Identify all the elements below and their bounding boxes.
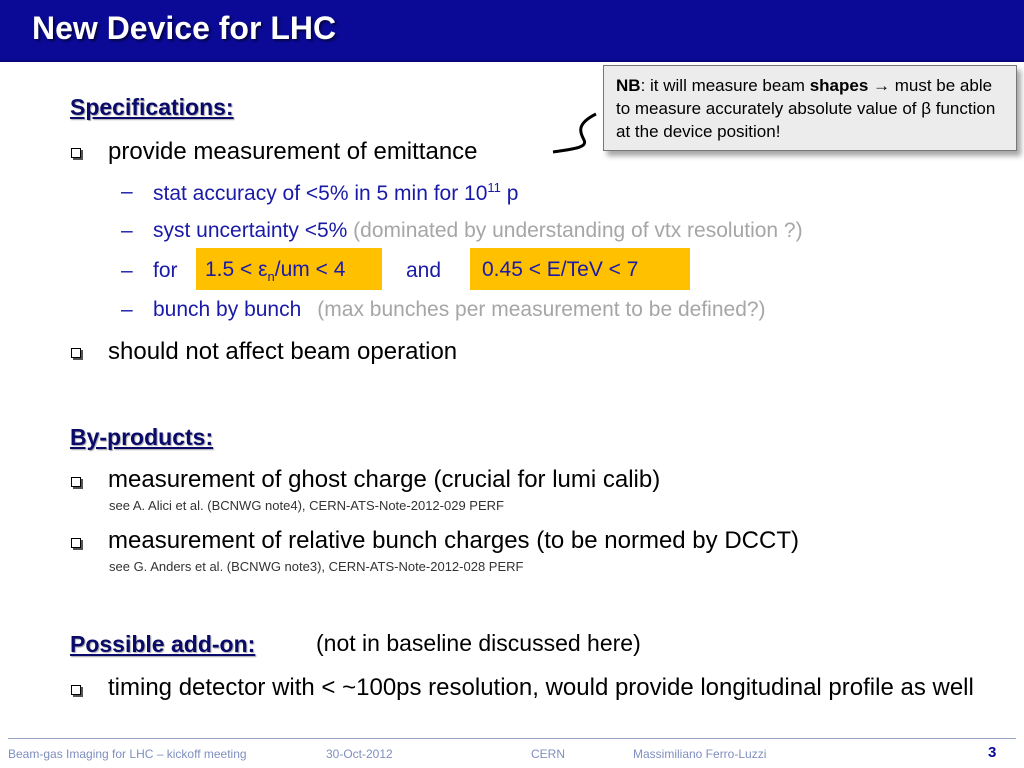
nb-beta-symbol: β [921, 99, 932, 118]
footer-divider [8, 738, 1016, 739]
addon-item-timing-detector: timing detector with < ~100ps resolution, would provide longitudinal profile as well [108, 674, 974, 701]
square-bullet-icon [71, 148, 81, 158]
syst-uncertainty-note: (dominated by understanding of vtx resolution ?) [347, 219, 803, 242]
nb-text-1: : it will measure beam [640, 76, 810, 95]
emittance-range-text-a: 1.5 < [205, 258, 259, 281]
dash-bullet-icon: – [121, 298, 133, 321]
addon-aside: (not in baseline discussed here) [316, 630, 641, 656]
footer-meeting: Beam-gas Imaging for LHC – kickoff meeting [8, 747, 247, 761]
emittance-range-highlight [196, 248, 382, 290]
slide-title: New Device for LHC [32, 10, 337, 46]
byproduct-item-ghost-charge: measurement of ghost charge (crucial for lumi calib) [108, 466, 661, 493]
spec-sub-and-label: and [406, 259, 442, 282]
energy-range-highlight: 0.45 < E/TeV < 7 [470, 248, 690, 290]
nb-text-2: → must be able to measure accurately absolute value of [616, 76, 993, 118]
spec-item-beam-operation: should not affect beam operation [108, 338, 458, 365]
nb-bold-shapes: shapes [809, 76, 869, 95]
dash-bullet-icon: – [121, 259, 133, 282]
bunch-by-bunch-text: bunch by bunch [153, 298, 302, 321]
nb-callout-box [603, 65, 1017, 151]
spec-sub-bunch-by-bunch [153, 298, 766, 322]
footer-date: 30-Oct-2012 [326, 747, 393, 761]
title-bar [0, 0, 1024, 60]
footer-org: CERN [531, 747, 566, 761]
square-bullet-icon [71, 477, 81, 487]
addon-heading: Possible add-on: [70, 631, 256, 657]
square-bullet-icon [71, 538, 81, 548]
specifications-heading: Specifications: [70, 94, 234, 120]
emittance-range-text-b: /um < 4 [274, 258, 346, 281]
stat-accuracy-exponent: 11 [487, 180, 501, 195]
byproduct-ref-note4: see A. Alici et al. (BCNWG note4), CERN-ATS-Note-2012-029 PERF [109, 498, 504, 513]
spec-sub-for-label: for [153, 259, 178, 282]
spec-item-emittance: provide measurement of emittance [108, 138, 478, 165]
bunch-by-bunch-note: (max bunches per measurement to be defined?) [317, 298, 766, 321]
nb-text-3: function at the device position! [616, 99, 996, 141]
byproduct-item-bunch-charges: measurement of relative bunch charges (to be normed by DCCT) [108, 527, 799, 554]
byproducts-heading: By-products: [70, 424, 214, 450]
footer-author: Massimiliano Ferro-Luzzi [633, 747, 767, 761]
page-number: 3 [988, 744, 997, 761]
stat-accuracy-unit: p [500, 182, 519, 205]
dash-bullet-icon: – [121, 180, 133, 203]
epsilon-symbol: ε [258, 258, 268, 281]
square-bullet-icon [71, 685, 81, 695]
spec-sub-syst-uncertainty [153, 219, 803, 243]
stat-accuracy-text: stat accuracy of <5% in 5 min for 10 [153, 182, 488, 205]
syst-uncertainty-text: syst uncertainty <5% [153, 219, 348, 242]
dash-bullet-icon: – [121, 219, 133, 242]
spec-sub-stat-accuracy [153, 180, 518, 206]
square-bullet-icon [71, 348, 81, 358]
byproduct-ref-note3: see G. Anders et al. (BCNWG note3), CERN-ATS-Note-2012-028 PERF [109, 559, 524, 574]
nb-label: NB [616, 76, 641, 95]
epsilon-subscript: n [267, 269, 275, 285]
curly-connector [550, 108, 610, 158]
